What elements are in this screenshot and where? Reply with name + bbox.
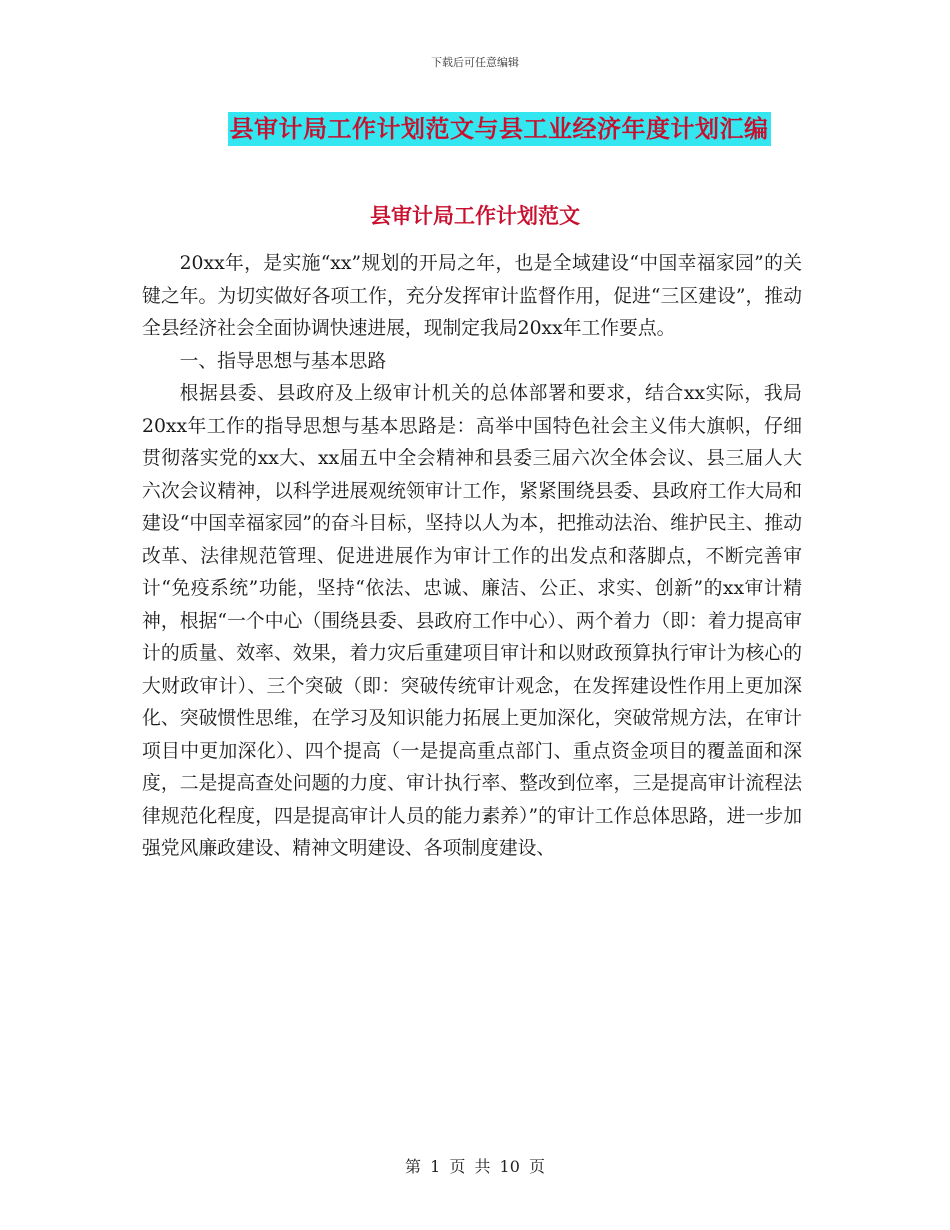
main-title: 县审计局工作计划范文与县工业经济年度计划汇编 xyxy=(228,112,771,146)
guiding-ideology-paragraph: 根据县委、县政府及上级审计机关的总体部署和要求，结合xx实际，我局20xx年工作的指导思想与基本思路是：高举中国特色社会主义伟大旗帜，仔细贯彻落实党的xx大、xx届五中全会精神和县委三届六次全体会议、县三届人大六次会议精神，以科学进展观统领审计工作，紧紧围绕县委、县政府工作大局和建设“中国幸福家园”的奋斗目标，坚持以人为本，把推动法治、维护民主、推动改革、法律规范管理、促进进展作为审计工作的出发点和落脚点，不断完善审计“免疫系统”功能，坚持“依法、忠诚、廉洁、公正、求实、创新”的xx审计精神，根据“一个中心（围绕县委、县政府工作中心）、两个着力（即：着力提高审计的质量、效率、效果，着力灾后重建项目审计和以财政预算执行审计为核心的大财政审计）、三个突破（即：突破传统审计观念，在发挥建设性作用上更加深化、突破惯性思维，在学习及知识能力拓展上更加深化，突破常规方法，在审计项目中更加深化）、四个提高（一是提高重点部门、重点资金项目的覆盖面和深度，二是提高查处问题的力度、审计执行率、整改到位率，三是提高审计流程法律规范化程度，四是提高审计人员的能力素养）”的审计工作总体思路，进一步加强党风廉政建设、精神文明建设、各项制度建设、 xyxy=(142,383,802,859)
page-header-note: 下载后可任意编辑 xyxy=(431,56,519,69)
section-title: 县审计局工作计划范文 xyxy=(370,203,580,228)
body-text xyxy=(142,248,802,866)
section-heading-guiding-ideology: 一、指导思想与基本思路 xyxy=(179,350,387,372)
page-number: 第 1 页 共 10 页 xyxy=(405,1157,545,1176)
main-title-container xyxy=(0,112,950,146)
intro-paragraph: 20xx年，是实施“xx”规划的开局之年，也是全域建设“中国幸福家园”的关键之年。为切实做好各项工作，充分发挥审计监督作用，促进“三区建设”，推动全县经济社会全面协调快速进展，现制定我局20xx年工作要点。 xyxy=(142,253,802,339)
